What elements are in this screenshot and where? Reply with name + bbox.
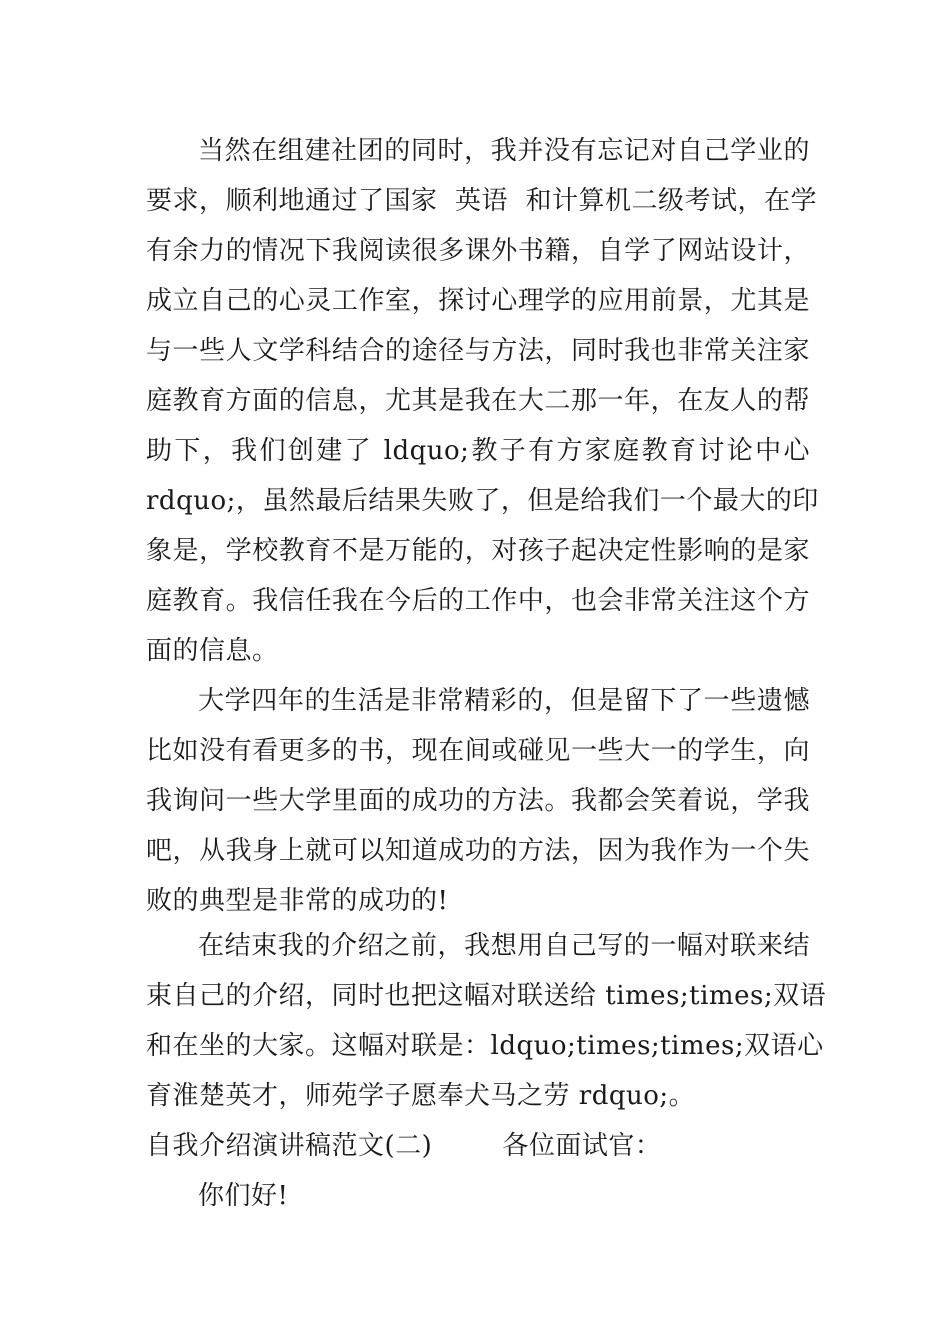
paragraph-1-line-11: 面的信息。 [146, 636, 279, 666]
paragraph-1-line-9: 象是，学校教育不是万能的，对孩子起决定性影响的是家 [146, 536, 810, 566]
paragraph-2-line-2: 比如没有看更多的书，现在间或碰见一些大一的学生，向 [146, 736, 810, 766]
paragraph-3-line-1: 在结束我的介绍之前，我想用自己写的一幅对联来结 [198, 931, 810, 961]
paragraph-1-line-6: 庭教育方面的信息，尤其是我在大二那一年，在友人的帮 [146, 386, 810, 416]
paragraph-1-line-8: rdquo;，虽然最后结果失败了，但是给我们一个最大的印 [146, 486, 819, 516]
paragraph-2-line-3: 我询问一些大学里面的成功的方法。我都会笑着说，学我 [146, 786, 810, 816]
paragraph-2-line-1: 大学四年的生活是非常精彩的，但是留下了一些遗憾 [198, 686, 810, 716]
paragraph-3-line-2: 束自己的介绍，同时也把这幅对联送给 times;times;双语 [146, 981, 827, 1011]
paragraph-2-line-5: 败的典型是非常的成功的! [146, 886, 449, 916]
paragraph-1-line-10: 庭教育。我信任我在今后的工作中，也会非常关注这个方 [146, 586, 810, 616]
paragraph-1-line-2: 要求，顺利地通过了国家 英语 和计算机二级考试，在学 [146, 186, 818, 216]
paragraph-1-line-4: 成立自己的心灵工作室，探讨心理学的应用前景，尤其是 [146, 286, 810, 316]
paragraph-2-line-4: 吧，从我身上就可以知道成功的方法，因为我作为一个失 [146, 836, 810, 866]
paragraph-1-line-7: 助下，我们创建了 ldquo;教子有方家庭教育讨论中心 [146, 436, 810, 466]
paragraph-3-line-4: 育淮楚英才，师苑学子愿奉犬马之劳 rdquo;。 [146, 1081, 696, 1111]
section-heading: 自我介绍演讲稿范文(二) 各位面试官： [146, 1131, 662, 1161]
paragraph-1-line-1: 当然在组建社团的同时，我并没有忘记对自己学业的 [198, 136, 810, 166]
greeting: 你们好! [198, 1181, 289, 1211]
paragraph-1-line-5: 与一些人文学科结合的途径与方法，同时我也非常关注家 [146, 336, 810, 366]
paragraph-1-line-3: 有余力的情况下我阅读很多课外书籍，自学了网站设计， [146, 236, 810, 266]
paragraph-3-line-3: 和在坐的大家。这幅对联是：ldquo;times;times;双语心 [146, 1031, 824, 1061]
